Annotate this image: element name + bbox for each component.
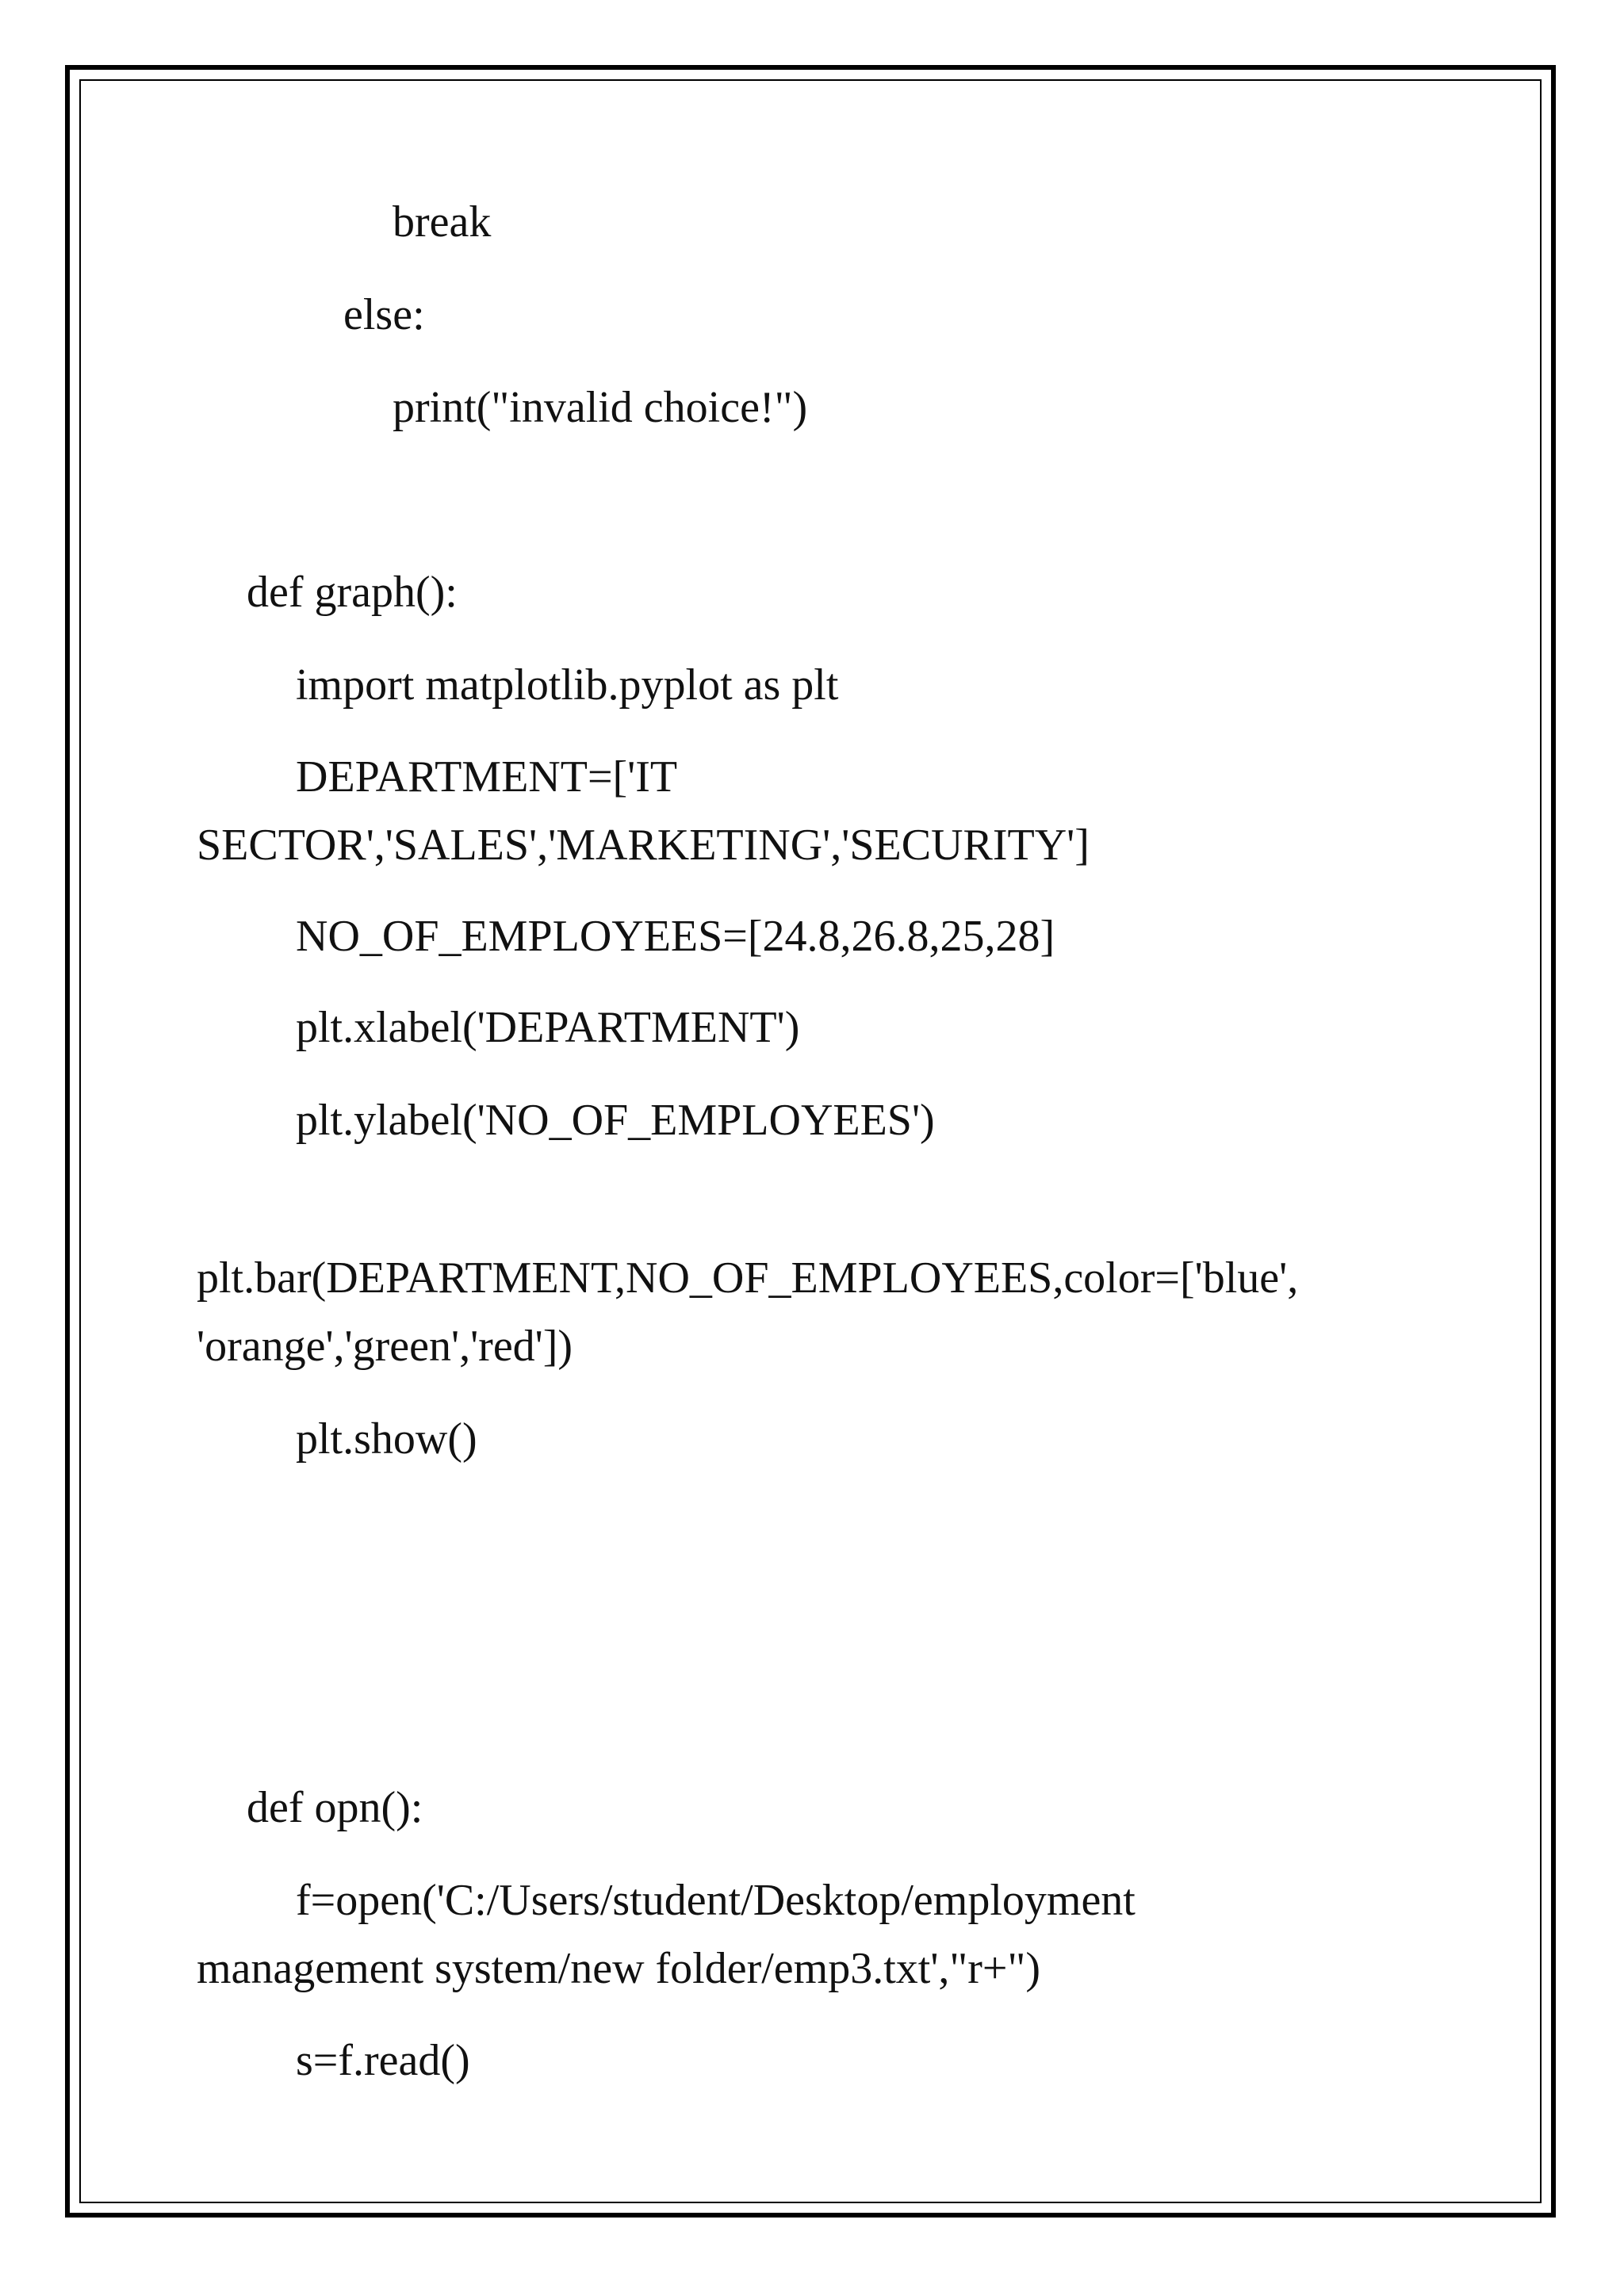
code-line-else: else: (343, 290, 425, 339)
code-line-department-start: DEPARTMENT=['IT (296, 752, 678, 802)
code-line-ylabel: plt.ylabel('NO_OF_EMPLOYEES') (296, 1096, 935, 1145)
code-line-bar-start: plt.bar(DEPARTMENT,NO_OF_EMPLOYEES,color=['blue', (197, 1253, 1299, 1303)
code-line-print-invalid: print("invalid choice!") (393, 383, 808, 432)
code-line-import-matplotlib: import matplotlib.pyplot as plt (296, 660, 839, 710)
code-line-no-of-employees: NO_OF_EMPLOYEES=[24.8,26.8,25,28] (296, 912, 1055, 961)
code-line-open-start: f=open('C:/Users/student/Desktop/employment (296, 1876, 1136, 1925)
code-line-bar-end: 'orange','green','red']) (197, 1322, 573, 1371)
code-line-department-end: SECTOR','SALES','MARKETING','SECURITY'] (197, 821, 1090, 870)
code-line-open-end: management system/new folder/emp3.txt',"r+") (197, 1944, 1040, 1993)
code-line-def-graph: def graph(): (247, 568, 458, 617)
code-line-break: break (393, 197, 492, 247)
code-line-show: plt.show() (296, 1414, 477, 1464)
code-line-read: s=f.read() (296, 2036, 470, 2085)
code-line-def-opn: def opn(): (247, 1783, 423, 1832)
code-line-xlabel: plt.xlabel('DEPARTMENT') (296, 1003, 800, 1052)
